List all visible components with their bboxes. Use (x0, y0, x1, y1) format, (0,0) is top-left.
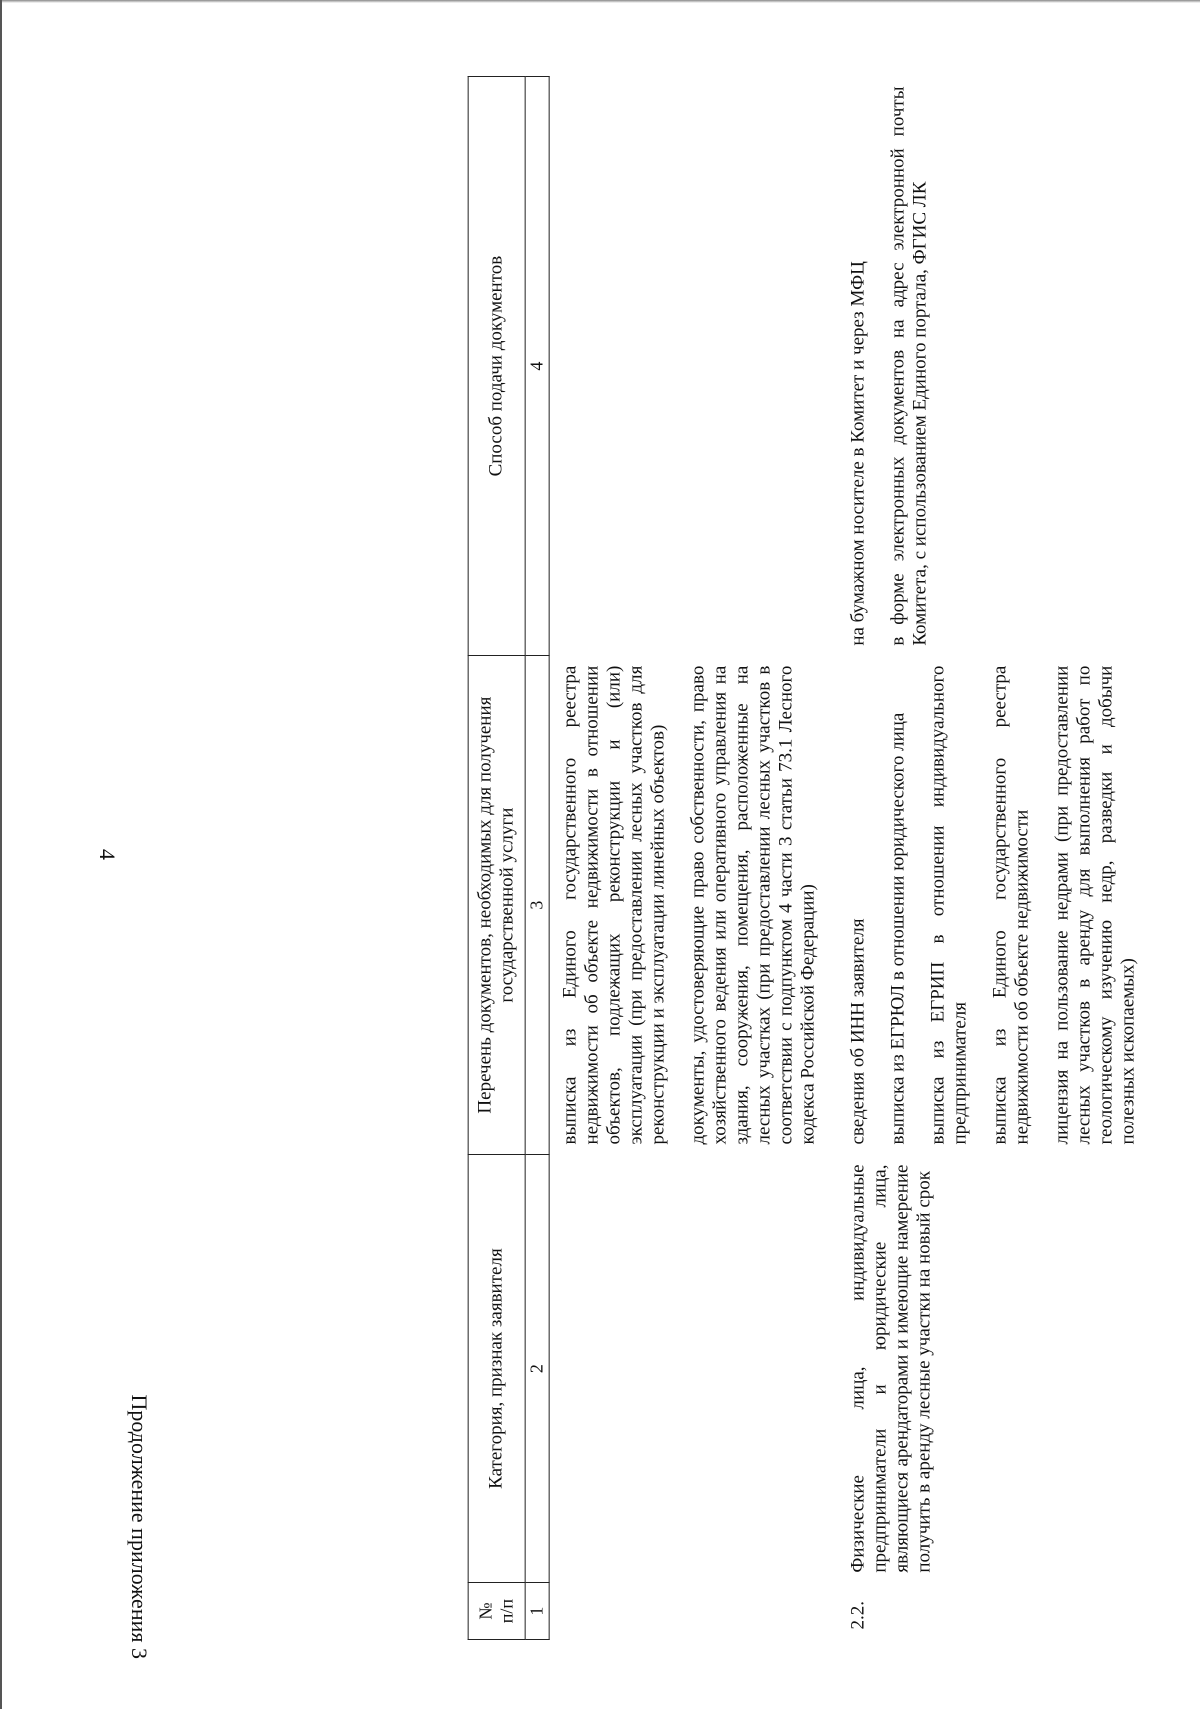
row-number: 2.2. (847, 1601, 869, 1630)
table-header-row (468, 77, 525, 1640)
column-number-row (525, 77, 549, 1640)
document-item: сведения об ИНН заявителя (847, 918, 869, 1145)
col-number-2: 2 (525, 1155, 549, 1583)
document-item: выписка из Единого государственного реестра недвижимости об объекте недвижимости (989, 665, 1033, 1145)
col-number-1: 1 (525, 1583, 549, 1640)
col-header-documents: Перечень документов, необходимых для получения государственной услуги (468, 656, 525, 1155)
documents-table (468, 76, 1158, 1640)
document-item: выписка из ЕГРЮЛ в отношении юридического лица (887, 712, 909, 1145)
documents-cell (549, 656, 838, 1155)
col-number-4: 4 (525, 77, 549, 656)
category-cell: Физические лица, индивидуальные предприниматели и юридические лица, являющиеся арендаторами и имеющие намерение получить в аренду лесные участки на новый срок (847, 1164, 935, 1573)
method-cell (838, 77, 1158, 656)
document-item: выписка из Единого государственного реестра недвижимости об объекте недвижимости в отношении объектов, подлежащих реконструкции и (или) эксплуатации (при предоставлении лесных участков для реконструкции и эксплуатации линейных объектов) (559, 665, 669, 1145)
col-number-3: 3 (525, 656, 549, 1155)
method-item: в форме электронных документов на адрес электронной почты Комитета, с использованием Единого портала, ФГИС ЛК (887, 86, 931, 646)
table-row-2-2 (838, 77, 1158, 1640)
document-item: выписка из ЕГРИП в отношении индивидуального предпринимателя (927, 665, 971, 1145)
document-item: документы, удостоверяющие право собственности, право хозяйственного ведения или оперативного управления на здания, сооружения, помещения, расположенные на лесных участках (при предоставлении лесных участков в соответствии с подпунктом 4 части 3 статьи 73.1 Лесного кодекса Российской Федерации) (687, 665, 819, 1145)
page-number: 4 (95, 849, 120, 860)
document-item: лицензия на пользование недрами (при предоставлении лесных участков в аренду для выполнения работ по геологическому изучению недр, разведки и добычи полезных ископаемых) (1051, 665, 1139, 1145)
continuation-caption: Продолжение приложения 3 (127, 1394, 152, 1659)
method-item: на бумажном носителе в Комитет и через МФЦ (847, 261, 869, 646)
table-row-previous (549, 77, 838, 1640)
col-header-method: Способ подачи документов (468, 77, 525, 656)
col-header-category: Категория, признак заявителя (468, 1155, 525, 1583)
documents-cell (838, 656, 1158, 1155)
col-header-num: № п/п (468, 1583, 525, 1640)
